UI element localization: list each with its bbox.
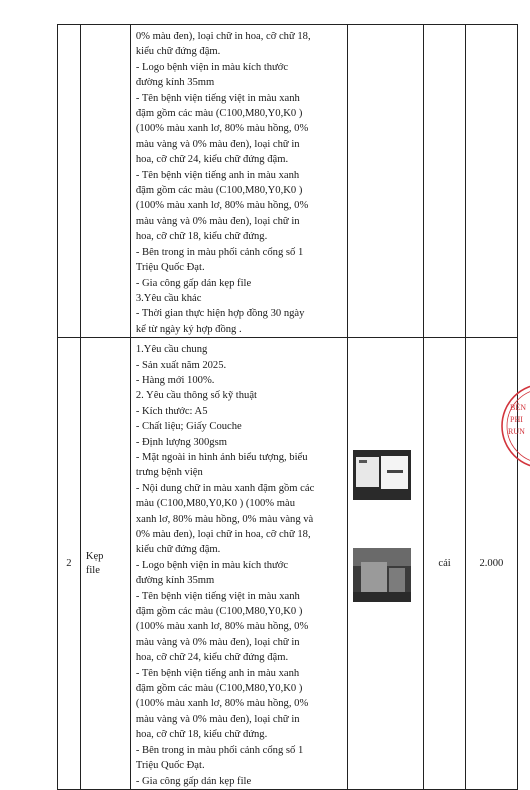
- unit-cell: cái: [424, 338, 465, 790]
- description-line: Triệu Quốc Đạt.: [135, 760, 205, 772]
- stt-cell: [58, 25, 81, 338]
- description-line: hoa, cỡ chữ 24, kiểu chữ đứng đậm.: [135, 154, 289, 166]
- description-line: - Tên bệnh viện tiếng anh in màu xanh: [135, 169, 300, 181]
- image-cell: [348, 338, 424, 790]
- stamp-text: BỆN: [510, 403, 526, 412]
- description-line: - Bên trong in màu phối cảnh cổng số 1: [135, 744, 304, 756]
- table-row: [58, 25, 518, 338]
- quantity-cell: [465, 25, 517, 338]
- description-line: - Định lượng 300gsm: [135, 436, 227, 448]
- description-line: 0% màu đen), loại chữ in hoa, cỡ chữ 18,: [135, 529, 311, 540]
- description-line: hoa, cỡ chữ 24, kiểu chữ đứng đậm.: [135, 652, 289, 664]
- description-line: - Nội dung chữ in màu xanh đậm gồm các: [135, 482, 315, 494]
- description-line: kể từ ngày ký hợp đồng .: [135, 323, 242, 335]
- description-line: đậm gồm các màu (C100,M80,Y0,K0 ): [135, 606, 303, 618]
- description-line: 1.Yêu cầu chung: [135, 344, 208, 356]
- description-line: - Kích thước: A5: [135, 405, 208, 417]
- unit-cell: [424, 25, 465, 338]
- description-line: trưng bệnh viện: [135, 467, 203, 479]
- description-line: đường kính 35mm: [135, 77, 215, 89]
- description-line: đậm gồm các màu (C100,M80,Y0,K0 ): [135, 683, 303, 695]
- stamp-text: RUN: [508, 427, 525, 436]
- description-line: màu vàng và 0% màu đen), loại chữ in: [135, 636, 300, 648]
- spec-table: [57, 24, 518, 790]
- gate-perspective-photo: [353, 548, 411, 602]
- description-line: - Tên bệnh viện tiếng việt in màu xanh: [135, 92, 300, 104]
- description-line: hoa, cỡ chữ 18, kiểu chữ đứng.: [135, 729, 268, 741]
- description-line: màu (C100,M80,Y0,K0 ) (100% màu: [135, 498, 296, 510]
- description-line: đậm gồm các màu (C100,M80,Y0,K0 ): [135, 108, 303, 120]
- description-line: màu vàng và 0% màu đen), loại chữ in: [135, 713, 300, 725]
- folder-cover-photo: [353, 450, 411, 500]
- description-line: 0% màu đen), loại chữ in hoa, cỡ chữ 18,: [135, 31, 311, 42]
- description-line: - Gia công gấp dán kẹp file: [135, 775, 252, 787]
- description-text: [131, 338, 347, 789]
- description-line: - Tên bệnh viện tiếng anh in màu xanh: [135, 667, 300, 679]
- description-line: kiểu chữ đứng đậm.: [135, 46, 221, 58]
- quantity-cell: 2.000: [465, 338, 517, 790]
- description-line: (100% màu xanh lơ, 80% màu hồng, 0%: [135, 621, 309, 633]
- description-line: xanh lơ, 80% màu hồng, 0% màu vàng và: [135, 513, 314, 525]
- description-line: - Gia công gấp dán kẹp file: [135, 277, 252, 289]
- description-line: - Hàng mới 100%.: [135, 374, 215, 386]
- name-cell: [80, 25, 130, 338]
- description-line: Triệu Quốc Đạt.: [135, 262, 205, 274]
- description-line: đậm gồm các màu (C100,M80,Y0,K0 ): [135, 185, 303, 197]
- description-line: 3.Yêu cầu khác: [135, 292, 202, 304]
- red-seal-stamp: [500, 380, 530, 472]
- description-line: (100% màu xanh lơ, 80% màu hồng, 0%: [135, 123, 309, 135]
- stamp-text: PHI: [510, 415, 523, 424]
- description-line: - Thời gian thực hiện hợp đồng 30 ngày: [135, 308, 305, 320]
- description-line: màu vàng và 0% màu đen), loại chữ in: [135, 215, 300, 227]
- description-line: (100% màu xanh lơ, 80% màu hồng, 0%: [135, 200, 309, 212]
- description-line: - Logo bệnh viện in màu kích thước: [135, 61, 289, 73]
- product-name-line: Kẹp: [85, 550, 104, 562]
- description-line: hoa, cỡ chữ 18, kiểu chữ đứng.: [135, 231, 268, 243]
- description-line: kiểu chữ đứng đậm.: [135, 544, 221, 556]
- product-name-line: file: [85, 564, 100, 576]
- description-line: đường kính 35mm: [135, 575, 215, 587]
- description-text: [131, 25, 347, 337]
- stt-cell: 2: [58, 338, 81, 790]
- name-cell: [80, 338, 130, 790]
- description-line: - Bên trong in màu phối cảnh cổng số 1: [135, 246, 304, 258]
- description-line: - Sản xuất năm 2025.: [135, 359, 227, 371]
- table-row: [58, 338, 518, 790]
- description-line: màu vàng và 0% màu đen), loại chữ in: [135, 138, 300, 150]
- description-cell: [130, 338, 347, 790]
- description-line: (100% màu xanh lơ, 80% màu hồng, 0%: [135, 698, 309, 710]
- description-line: - Tên bệnh viện tiếng việt in màu xanh: [135, 590, 300, 602]
- description-line: 2. Yêu cầu thông số kỹ thuật: [135, 390, 257, 402]
- description-line: - Chất liệu; Giấy Couche: [135, 421, 242, 433]
- description-line: - Logo bệnh viện in màu kích thước: [135, 559, 289, 571]
- description-cell: [130, 25, 347, 338]
- image-cell: [348, 25, 424, 338]
- description-line: - Mặt ngoài in hình ảnh biểu tượng, biểu: [135, 451, 308, 463]
